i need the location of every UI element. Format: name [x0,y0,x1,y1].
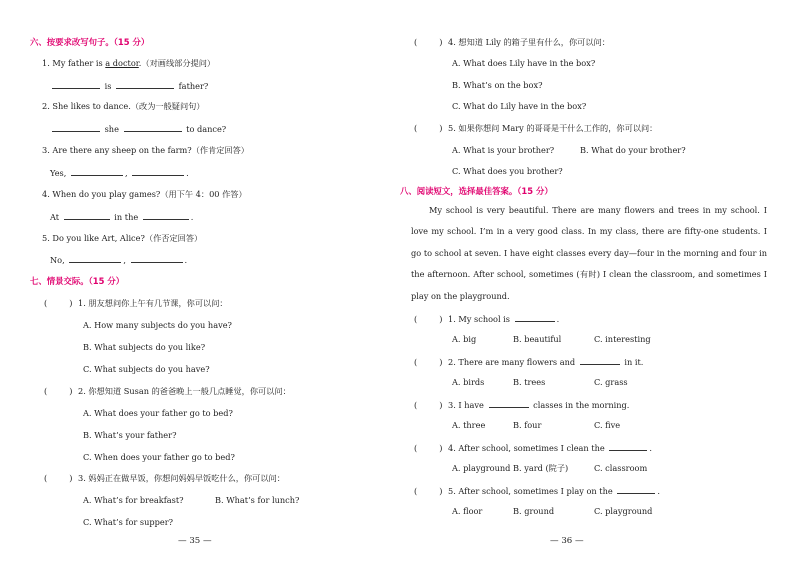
answer-blank[interactable] [124,123,182,132]
s6-answer-1 [50,80,208,92]
s6-answer-5: No, , . [50,255,188,265]
answer-blank[interactable] [617,485,655,494]
option-b: B. What’s on the box? [452,80,543,90]
answer-paren[interactable]: ( ) [414,443,443,453]
option-a: A. What does Lily have in the box? [452,58,596,68]
answer-blank[interactable] [580,356,620,365]
s8-question-2: ( ) 2. There are many flowers and in it. [414,357,644,367]
s6-question-4: 4. When do you play games?（用下午 4：00 作答） [42,189,247,199]
s8-q2-text: 2. There are many flowers and [448,357,576,367]
option-c: C. When does your father go to bed? [83,452,235,462]
s8-q1-text: 1. My school is [448,314,510,324]
s8-q5-text: 5. After school, sometimes I play on the [448,486,613,496]
s7-question-2 [44,386,291,397]
s8-question-4: ( ) 4. After school, sometimes I clean the . [414,443,652,453]
s6-question-1 [42,58,215,69]
option-c: C. playground [594,506,653,516]
s6-a1-mid: is [104,81,112,91]
option-b: B. trees [513,377,546,387]
option-b: B. ground [513,506,555,516]
s6-a5-end: . [184,255,188,265]
answer-blank[interactable] [609,442,647,451]
answer-blank[interactable] [515,313,555,322]
s7-question-3 [44,473,285,484]
s6-question-2: 2. She likes to dance.（改为一般疑问句） [42,101,205,111]
option-c: C. What’s for supper? [83,517,174,527]
s8-q4-text: 4. After school, sometimes I clean the [448,443,605,453]
s7-q1-text: 1. 朋友想问你上午有几节课，你可以问： [78,298,228,308]
option-b: B. four [513,420,542,430]
answer-paren[interactable]: ( ) [414,314,443,324]
answer-paren[interactable]: ( ) [414,37,443,47]
s6-q1-underlined: a doctor [105,58,139,68]
option-b: B. yard (院子) [513,463,569,473]
answer-blank[interactable] [131,254,183,263]
s6-answer-4 [50,211,193,223]
s6-question-3: 3. Are there any sheep on the farm?（作肯定回答） [42,145,249,155]
option-a: A. big [452,334,477,344]
s8-question-5: ( ) 5. After school, sometimes I play on the . [414,486,660,496]
answer-blank[interactable] [71,167,123,176]
option-a: A. What’s for breakfast? [83,495,184,505]
option-a: A. playground [452,463,511,473]
s6-q1-post: .（对画线部分提问） [138,58,216,68]
s7-q5-text: 5. 如果你想问 Mary 的哥哥是干什么工作的，你可以问： [448,123,658,133]
s6-a3-end: . [186,168,189,178]
answer-blank[interactable] [489,399,529,408]
s6-a4-start: At [50,212,60,222]
s7-question-1 [44,298,228,309]
section-7-title: 七、情景交际。（15 分） [30,276,125,286]
option-a: A. How many subjects do you have? [83,320,232,330]
option-b: B. beautiful [513,334,562,344]
option-c: C. What subjects do you have? [83,364,210,374]
answer-blank[interactable] [64,211,110,220]
answer-paren[interactable]: ( ) [44,298,73,308]
option-c: C. grass [594,377,628,387]
option-c: C. interesting [594,334,651,344]
section-8-title: 八、阅读短文，选择最佳答案。（15 分） [400,186,553,196]
s6-a2-mid: she [104,124,119,134]
answer-blank[interactable] [116,80,174,89]
page-number: — 36 — [550,536,584,546]
answer-blank[interactable] [52,123,100,132]
answer-paren[interactable]: ( ) [414,486,443,496]
page-number: — 35 — [178,536,212,546]
s6-a3-start: Yes, [50,168,67,178]
s8-q3-text: 3. I have [448,400,484,410]
answer-paren[interactable]: ( ) [414,357,443,367]
s6-a4-mid: in the [114,212,139,222]
option-a: A. What is your brother? [452,145,555,155]
s7-q3-text: 3. 妈妈正在做早饭，你想问妈妈早饭吃什么，你可以问： [78,473,285,483]
option-c: C. What does you brother? [452,166,563,176]
s6-a1-end: father? [178,81,209,91]
s8-question-3: ( ) 3. I have classes in the morning. [414,400,630,410]
s8-question-1: ( ) 1. My school is . [414,314,560,324]
s7-q2-text: 2. 你想知道 Susan 的爸爸晚上一般几点睡觉，你可以问： [78,386,291,396]
option-b: B. What’s for lunch? [215,495,300,505]
option-b: B. What’s your father? [83,430,177,440]
section-6-title: 六、按要求改写句子。（15 分） [30,37,150,47]
option-a: A. birds [452,377,485,387]
s6-a2-end: to dance? [186,124,227,134]
option-a: A. What does your father go to bed? [83,408,233,418]
s6-answer-2 [50,123,226,135]
option-b: B. What do your brother? [580,145,686,155]
s6-q1-pre: 1. My father is [42,58,106,68]
option-a: A. floor [452,506,483,516]
answer-paren[interactable]: ( ) [44,386,73,396]
option-c: C. five [594,420,621,430]
s6-question-5: 5. Do you like Art, Alice?（作否定回答） [42,233,203,243]
answer-blank[interactable] [52,80,100,89]
answer-blank[interactable] [69,254,121,263]
s6-a5-start: No, [50,255,65,265]
answer-paren[interactable]: ( ) [414,123,443,133]
option-c: C. classroom [594,463,648,473]
right-page-questions [400,0,800,564]
s6-a4-end: . [190,212,194,222]
option-a: A. three [452,420,486,430]
reading-passage: My school is very beautiful. There are many flowers and trees in my school. I love my school. I’m in a very good class. In my class, there are fifty-one students. I go to school at seven. I have eight classes every day—four in the morning and four in the afternoon. After school, sometimes (有时) I clean the classroom, and sometimes I play on the playground. [411,205,767,301]
answer-paren[interactable]: ( ) [414,400,443,410]
answer-blank[interactable] [132,167,184,176]
option-c: C. What do Lily have in the box? [452,101,587,111]
s7-q4-text: 4. 想知道 Lily 的箱子里有什么，你可以问： [448,37,610,47]
s6-answer-3: Yes, , . [50,168,189,178]
option-b: B. What subjects do you like? [83,342,206,352]
answer-blank[interactable] [143,211,189,220]
answer-paren[interactable]: ( ) [44,473,73,483]
